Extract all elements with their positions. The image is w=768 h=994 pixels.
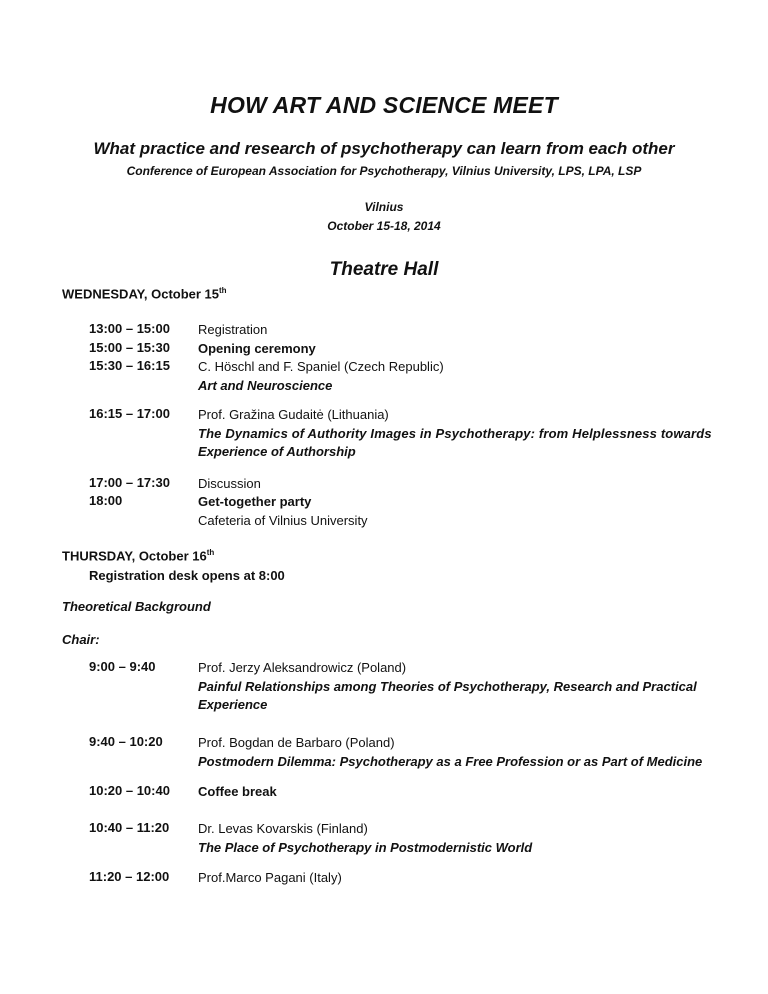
chair-label: Chair: [62,632,100,647]
session-speaker: Prof. Jerzy Aleksandrowicz (Poland) [198,660,407,675]
conference-title: HOW ART AND SCIENCE MEET [210,92,558,118]
registration-note: Registration desk opens at 8:00 [89,568,285,583]
session-content [198,321,713,340]
session-content [198,659,713,715]
session-time: 18:00 [89,493,123,508]
session-content [198,493,713,530]
organizers: Conference of European Association for Psychotherapy, Vilnius University, LPS, LPA, LSP [126,164,642,178]
day-ordinal: th [219,286,227,295]
session-time: 17:00 – 17:30 [89,475,170,490]
session-content [198,783,713,802]
session-talk-title: The Place of Psychotherapy in Postmodernistic World [198,839,533,855]
conference-dates: October 15-18, 2014 [327,219,441,233]
session-talk-title: Postmodern Dilemma: Psychotherapy as a Free Profession or as Part of Medicine [198,753,703,769]
session-title: Coffee break [198,784,277,799]
day-heading-text: WEDNESDAY, October 15 [62,286,220,302]
session-title: Discussion [198,476,261,491]
session-speaker: Dr. Levas Kovarskis (Finland) [198,821,368,836]
session-content [198,340,713,359]
session-title: Get-together party [198,494,312,509]
day-heading-text: THURSDAY, October 16 [62,548,207,564]
session-speaker: Prof.Marco Pagani (Italy) [198,870,342,885]
session-speaker: Prof. Gražina Gudaitė (Lithuania) [198,407,389,422]
session-content [198,475,713,494]
session-time: 11:20 – 12:00 [89,869,170,884]
city: Vilnius [364,200,404,214]
session-time: 15:30 – 16:15 [89,358,170,373]
session-talk-title-cont: Experience of Authorship [198,444,356,459]
session-title: Registration [198,322,268,337]
session-talk-title: Art and Neuroscience [198,377,333,393]
session-content [198,358,713,395]
session-time: 15:00 – 15:30 [89,340,170,355]
conference-subtitle: What practice and research of psychotherapy can learn from each other [93,139,675,158]
day-heading-thursday [62,548,214,563]
session-content [198,734,713,771]
session-talk-title: The Dynamics of Authority Images in Psychotherapy: from Helplessness towards [198,425,712,441]
session-talk-title: Painful Relationships among Theories of Psychotherapy, Research and Practical [198,678,697,694]
session-content [198,869,713,888]
session-time: 9:00 – 9:40 [89,659,156,674]
hall-title: Theatre Hall [329,259,439,280]
session-time: 10:40 – 11:20 [89,820,170,835]
session-content [198,406,713,462]
session-location: Cafeteria of Vilnius University [198,512,368,528]
session-talk-title-cont: Experience [198,697,268,712]
session-title: Opening ceremony [198,341,316,356]
session-time: 13:00 – 15:00 [89,321,170,336]
session-time: 9:40 – 10:20 [89,734,163,749]
section-heading: Theoretical Background [62,599,211,614]
session-time: 10:20 – 10:40 [89,783,170,798]
day-ordinal: th [206,548,215,557]
session-time: 16:15 – 17:00 [89,406,170,421]
session-content [198,820,713,857]
day-heading-wednesday [62,286,227,301]
session-speaker: Prof. Bogdan de Barbaro (Poland) [198,735,395,750]
session-speaker: C. Höschl and F. Spaniel (Czech Republic) [198,359,444,374]
